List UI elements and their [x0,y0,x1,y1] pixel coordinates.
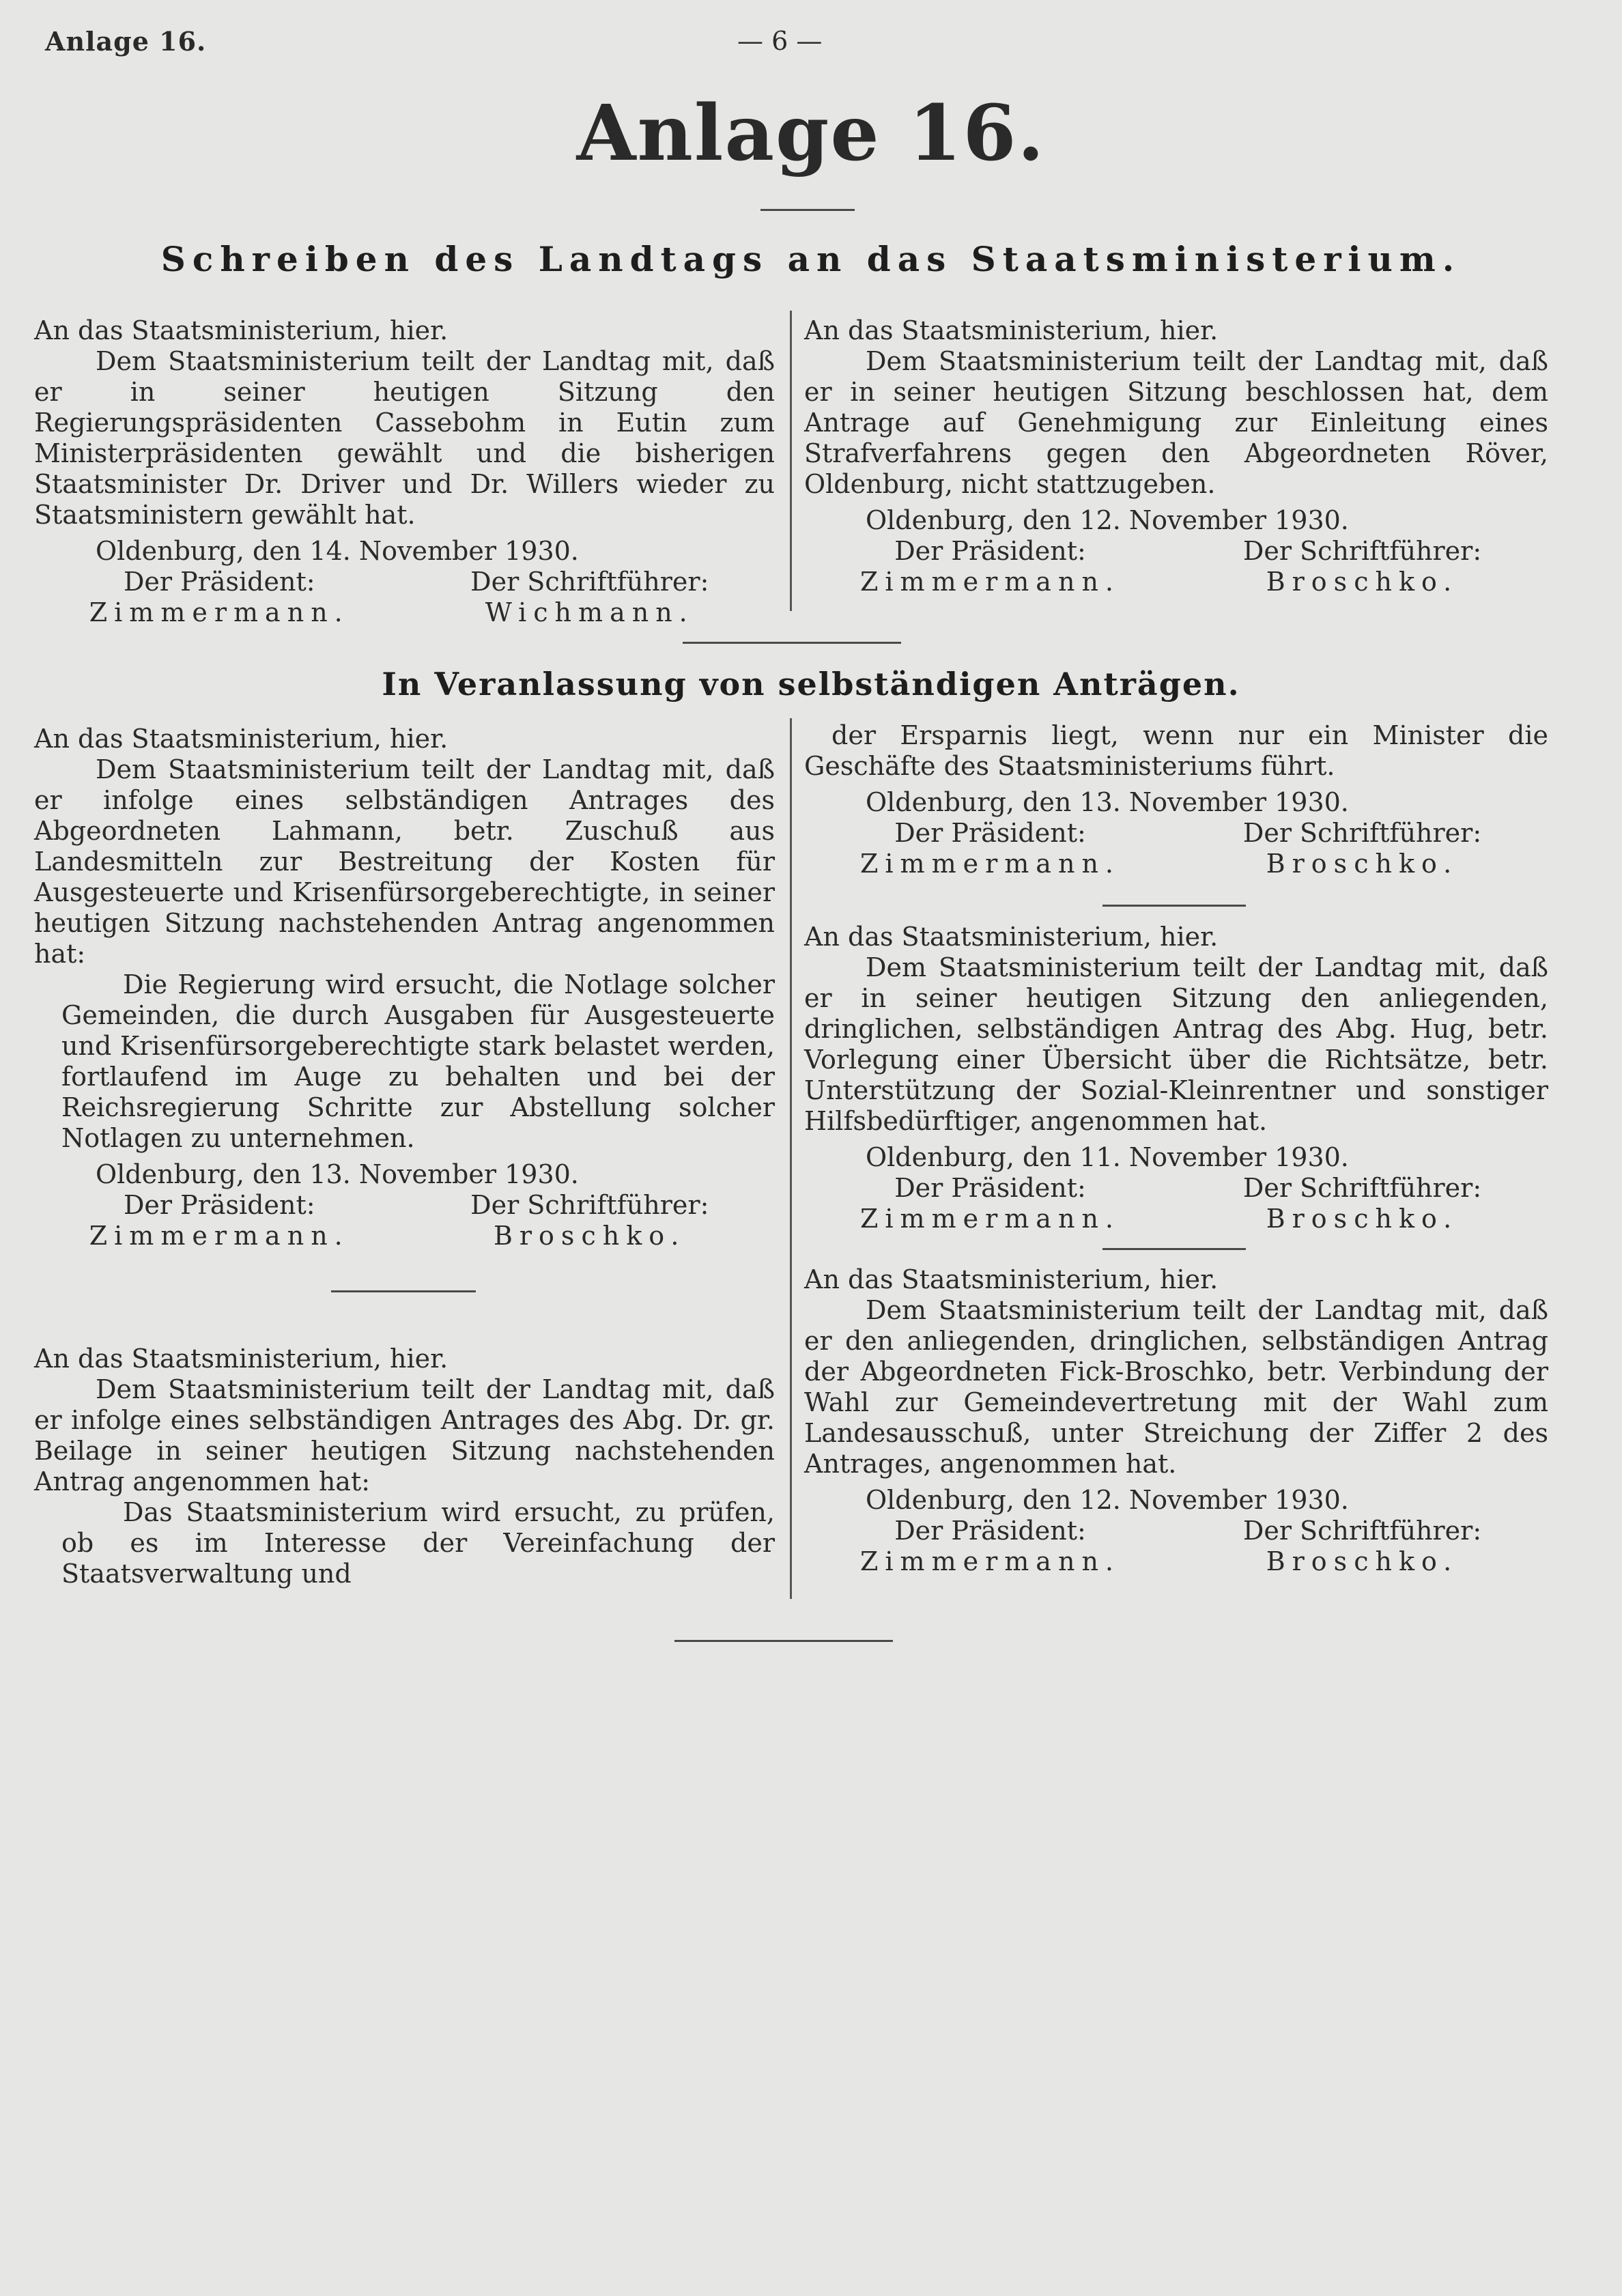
letter-separator [331,1290,476,1292]
president-label: Der Präsident: [894,1173,1086,1203]
motion-text-continued: der Ersparnis liegt, wenn nur ein Minister die Geschäfte des Staatsministeriums führt. [804,720,1548,781]
signature-names [34,597,775,628]
president-name: Zimmermann. [860,849,1120,879]
letter-date: Oldenburg, den 11. November 1930. [866,1142,1349,1172]
end-rule [674,1640,893,1642]
signature-names [34,1221,775,1251]
president-label: Der Präsident: [894,1516,1086,1546]
letter-address: An das Staatsministerium, hier. [804,1264,1219,1294]
letter-address: An das Staatsministerium, hier. [34,315,449,345]
president-name: Zimmermann. [860,1204,1120,1234]
letter-lahmann-motion [34,724,775,1251]
letter-separator [1102,1248,1246,1250]
letter-beilage-motion [34,1344,775,1589]
section-heading-1: Schreiben des Landtags an das Staatsministerium. [160,239,1462,279]
signature-labels [34,567,775,597]
section-rule [683,642,901,644]
letter-date: Oldenburg, den 13. November 1930. [866,787,1349,817]
secretary-label: Der Schriftführer: [470,567,709,597]
signature-labels [804,1516,1548,1546]
signature-names [804,1546,1548,1577]
letter-hug-motion [804,922,1548,1234]
letter-fick-broschko-motion [804,1264,1548,1577]
running-header-left: Anlage 16. [45,26,207,57]
letter-address: An das Staatsministerium, hier. [804,922,1219,952]
secretary-label: Der Schriftführer: [1242,1516,1482,1546]
letter-criminal-proceedings [804,315,1548,597]
letter-body: Dem Staatsministerium teilt der Landtag mit, daß er infolge eines selbständigen Antrages des Abgeordneten Lahmann, betr. Zuschuß aus Landesmitteln zur Bestreitung der Kosten für Ausgesteuerte und Krisenfürsorgeberechtigte, in seiner heutigen Sitzung nachstehenden Antrag angenommen hat: [34,754,775,969]
column-divider-1 [790,311,792,611]
letter-date: Oldenburg, den 14. November 1930. [96,536,579,566]
letter-body: Dem Staatsministerium teilt der Landtag mit, daß er in seiner heutigen Sitzung den anliegenden, dringlichen, selbständigen Antrag des Abg. Hug, betr. Vorlegung einer Übersicht über die Richtsätze, betr. Unterstützung der Sozial-Kleinrentner und sonstiger Hilfsbedürftiger, angenommen hat. [804,952,1548,1136]
letter-address: An das Staatsministerium, hier. [34,1344,449,1374]
president-label: Der Präsident: [123,567,315,597]
signature-labels [804,536,1548,567]
letter-body: Dem Staatsministerium teilt der Landtag mit, daß er in seiner heutigen Sitzung beschlossen hat, dem Antrage auf Genehmigung zur Einleitung eines Strafverfahrens gegen den Abgeordneten Röver, Oldenburg, nicht stattzugeben. [804,346,1548,499]
president-name: Zimmermann. [89,1221,350,1251]
secretary-name: Broschko. [1266,1204,1459,1234]
president-name: Zimmermann. [860,567,1120,597]
president-name: Zimmermann. [860,1546,1120,1576]
secretary-label: Der Schriftführer: [1242,818,1482,848]
secretary-label: Der Schriftführer: [470,1190,709,1220]
secretary-label: Der Schriftführer: [1242,536,1482,566]
motion-text: Die Regierung wird ersucht, die Notlage solcher Gemeinden, die durch Ausgaben für Ausgesteuerte und Krisenfürsorgeberechtigte stark belastet werden, fortlaufend im Auge zu behalten und bei der Reichsregierung Schritte zur Abstellung solcher Notlagen zu unternehmen. [61,969,775,1153]
secretary-name: Broschko. [493,1221,686,1251]
column-divider-2 [790,718,792,1599]
president-label: Der Präsident: [894,818,1086,848]
letter-body: Dem Staatsministerium teilt der Landtag mit, daß er in seiner heutigen Sitzung den Regierungspräsidenten Cassebohm in Eutin zum Ministerpräsidenten gewählt und die bisherigen Staatsminister Dr. Driver und Dr. Willers wieder zu Staatsministern gewählt hat. [34,346,775,530]
president-name: Zimmermann. [89,597,350,627]
letter-body: Dem Staatsministerium teilt der Landtag mit, daß er infolge eines selbständigen Antrages des Abg. Dr. gr. Beilage in seiner heutigen Sitzung nachstehenden Antrag angenommen hat: [34,1374,775,1497]
signature-names [804,567,1548,597]
letter-date: Oldenburg, den 12. November 1930. [866,505,1349,535]
secretary-name: Broschko. [1266,1546,1459,1576]
letter-date: Oldenburg, den 13. November 1930. [96,1159,579,1189]
signature-names [804,1204,1548,1234]
secretary-name: Broschko. [1266,849,1459,879]
letter-date: Oldenburg, den 12. November 1930. [866,1485,1349,1515]
letter-election-ministers [34,315,775,628]
page-title: Anlage 16. [576,89,1046,178]
president-label: Der Präsident: [123,1190,315,1220]
signature-labels [34,1190,775,1221]
letter-address: An das Staatsministerium, hier. [804,315,1219,345]
motion-text-start: Das Staatsministerium wird ersucht, zu prüfen, ob es im Interesse der Vereinfachung der Staatsverwaltung und [61,1497,775,1589]
page-number: — 6 — [737,26,823,56]
secretary-label: Der Schriftführer: [1242,1173,1482,1203]
title-rule [760,209,855,211]
secretary-name: Broschko. [1266,567,1459,597]
signature-labels [804,818,1548,849]
secretary-name: Wichmann. [485,597,694,627]
president-label: Der Präsident: [894,536,1086,566]
section-heading-2: In Veranlassung von selbständigen Anträgen. [382,666,1240,703]
signature-labels [804,1173,1548,1204]
letter-address: An das Staatsministerium, hier. [34,724,449,754]
letter-beilage-continued [804,720,1548,879]
letter-separator [1102,905,1246,907]
signature-names [804,849,1548,879]
letter-body: Dem Staatsministerium teilt der Landtag mit, daß er den anliegenden, dringlichen, selbständigen Antrag der Abgeordneten Fick-Broschko, betr. Verbindung der Wahl zur Gemeindevertretung mit der Wahl zum Landesausschuß, unter Streichung der Ziffer 2 des Antrages, angenommen hat. [804,1295,1548,1479]
